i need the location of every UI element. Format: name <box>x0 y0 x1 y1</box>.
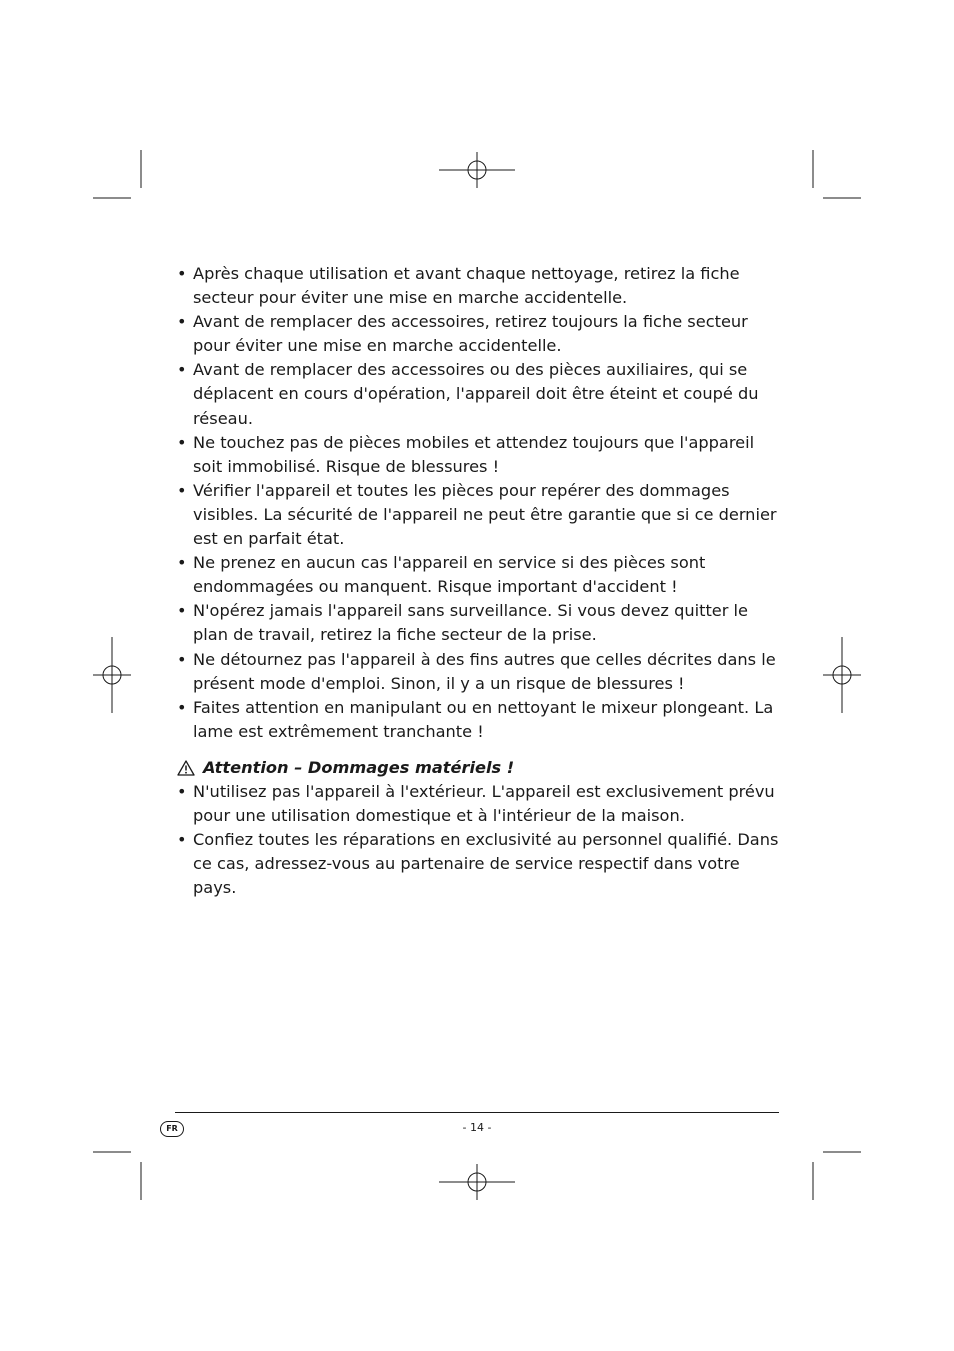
warning-list <box>175 780 785 900</box>
language-badge: FR <box>160 1121 184 1137</box>
bullet: • <box>177 781 187 801</box>
list-item <box>175 358 785 430</box>
registration-mark-top <box>439 152 515 188</box>
footer-divider <box>175 1112 779 1113</box>
list-item-text: N'utilisez pas l'appareil à l'extérieur. L'appareil est exclusivement prévu pour une utilisation domestique et à l'intérieur de la maison. <box>193 781 775 825</box>
list-item-text: Ne détournez pas l'appareil à des fins autres que celles décrites dans le présent mode d'emploi. Sinon, il y a un risque de blessures ! <box>193 649 776 693</box>
bullet: • <box>177 264 187 283</box>
page-number: - 14 - <box>462 1121 492 1134</box>
list-item-text: Après chaque utilisation et avant chaque nettoyage, retirez la fiche secteur pour éviter une mise en marche accidentelle. <box>193 264 740 308</box>
registration-mark-left <box>93 637 131 713</box>
list-item <box>175 648 785 696</box>
safety-list <box>175 262 785 744</box>
list-item <box>175 599 785 647</box>
warning-triangle-icon <box>177 760 195 776</box>
bullet: • <box>177 601 187 621</box>
bullet: • <box>177 360 187 380</box>
list-item-text: Faites attention en manipulant ou en nettoyant le mixeur plongeant. La lame est extrêmement tranchante ! <box>193 697 774 741</box>
page-content <box>175 262 785 900</box>
bullet: • <box>177 480 187 500</box>
list-item <box>175 479 785 551</box>
warning-heading <box>175 756 785 780</box>
list-item <box>175 828 785 900</box>
list-item-text: Ne touchez pas de pièces mobiles et attendez toujours que l'appareil soit immobilisé. Risque de blessures ! <box>193 432 755 476</box>
list-item <box>175 262 785 310</box>
list-item-text: Avant de remplacer des accessoires, retirez toujours la fiche secteur pour éviter une mise en marche accidentelle. <box>193 312 748 356</box>
list-item <box>175 551 785 599</box>
list-item-text: Confiez toutes les réparations en exclusivité au personnel qualifié. Dans ce cas, adressez-vous au partenaire de service respectif dans votre pays. <box>193 830 779 898</box>
warning-heading-text: Attention – Dommages matériels ! <box>203 757 515 777</box>
list-item-text: Avant de remplacer des accessoires ou des pièces auxiliaires, qui se déplacent en cours d'opération, l'appareil doit être éteint et coupé du réseau. <box>193 360 759 428</box>
list-item-text: Ne prenez en aucun cas l'appareil en service si des pièces sont endommagées ou manquent. Risque important d'accident ! <box>193 553 706 597</box>
bullet: • <box>177 432 187 452</box>
bullet: • <box>177 312 187 332</box>
list-item <box>175 431 785 479</box>
list-item <box>175 696 785 744</box>
list-item <box>175 310 785 358</box>
registration-mark-bottom <box>439 1164 515 1200</box>
list-item-text: N'opérez jamais l'appareil sans surveillance. Si vous devez quitter le plan de travail, retirez la fiche secteur de la prise. <box>193 601 749 645</box>
list-item-text: Vérifier l'appareil et toutes les pièces pour repérer des dommages visibles. La sécurité de l'appareil ne peut être garantie que si ce dernier est en parfait état. <box>193 480 777 549</box>
list-item <box>175 780 785 828</box>
bullet: • <box>177 697 187 717</box>
bullet: • <box>177 649 187 669</box>
bullet: • <box>177 553 187 573</box>
registration-mark-right <box>823 637 861 713</box>
bullet: • <box>177 830 187 850</box>
